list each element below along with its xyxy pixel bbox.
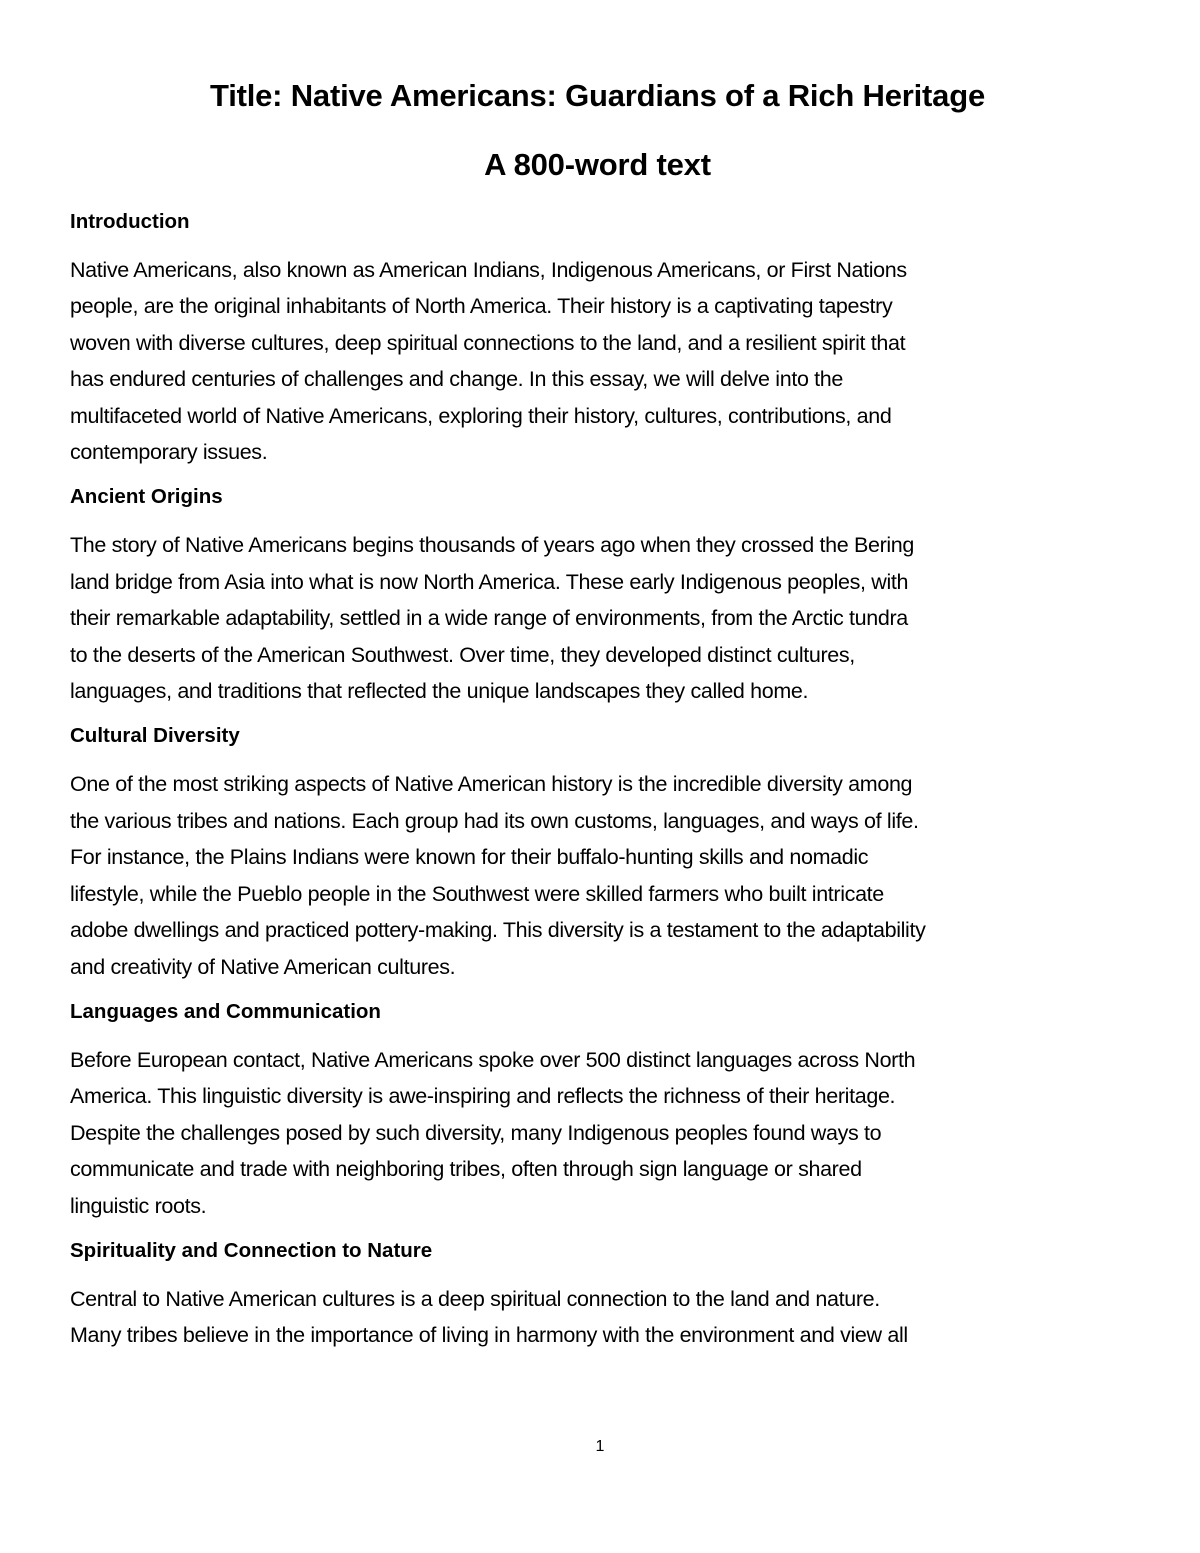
paragraph-line: Many tribes believe in the importance of living in harmony with the environment and view all: [70, 1323, 908, 1348]
section-heading-spirituality-and-connection-to-nature: Spirituality and Connection to Nature: [70, 1238, 433, 1262]
paragraph-line: has endured centuries of challenges and change. In this essay, we will delve into the: [70, 367, 844, 392]
paragraph-line: land bridge from Asia into what is now North America. These early Indigenous peoples, with: [70, 569, 909, 594]
paragraph-line: Before European contact, Native Americans spoke over 500 distinct languages across North: [70, 1047, 916, 1072]
paragraph-line: contemporary issues.: [70, 440, 268, 465]
paragraph-line: linguistic roots.: [70, 1193, 207, 1218]
section-paragraph-cultural-diversity: [70, 766, 1125, 984]
section-heading-introduction: Introduction: [70, 210, 190, 233]
paragraph-line: to the deserts of the American Southwest. Over time, they developed distinct cultures,: [70, 642, 855, 667]
section-paragraph-introduction: [70, 252, 1125, 470]
paragraph-line: languages, and traditions that reflected the unique landscapes they called home.: [70, 679, 809, 704]
document-title: Title: Native Americans: Guardians of a Rich Heritage: [210, 78, 985, 113]
paragraph-line: their remarkable adaptability, settled in a wide range of environments, from the Arctic tundra: [70, 606, 908, 631]
paragraph-line: Native Americans, also known as American Indians, Indigenous Americans, or First Nations: [70, 258, 907, 282]
section-heading-ancient-origins: Ancient Origins: [70, 485, 223, 509]
section-paragraph-spirituality-and-connection-to-nature: [70, 1281, 1125, 1354]
paragraph-line: and creativity of Native American cultures.: [70, 954, 456, 979]
paragraph-line: lifestyle, while the Pueblo people in the Southwest were skilled farmers who built intricate: [70, 881, 884, 906]
section-paragraph-ancient-origins: [70, 527, 1125, 709]
document-subtitle: A 800-word text: [484, 147, 711, 182]
paragraph-line: multifaceted world of Native Americans, exploring their history, cultures, contributions, and: [70, 403, 892, 428]
section-paragraph-languages-and-communication: [70, 1042, 1125, 1224]
paragraph-line: communicate and trade with neighboring tribes, often through sign language or shared: [70, 1157, 862, 1182]
document-body: [70, 74, 1125, 1354]
paragraph-line: adobe dwellings and practiced pottery-making. This diversity is a testament to the adaptability: [70, 918, 926, 943]
paragraph-line: the various tribes and nations. Each group had its own customs, languages, and ways of life.: [70, 808, 919, 833]
paragraph-line: One of the most striking aspects of Native American history is the incredible diversity among: [70, 772, 913, 797]
paragraph-line: For instance, the Plains Indians were known for their buffalo-hunting skills and nomadic: [70, 845, 869, 870]
page-number: 1: [595, 1438, 605, 1455]
section-heading-languages-and-communication: Languages and Communication: [70, 999, 381, 1023]
paragraph-line: America. This linguistic diversity is awe-inspiring and reflects the richness of their heritage.: [70, 1084, 896, 1109]
paragraph-line: Despite the challenges posed by such diversity, many Indigenous peoples found ways to: [70, 1120, 882, 1145]
paragraph-line: woven with diverse cultures, deep spiritual connections to the land, and a resilient spirit that: [70, 330, 906, 355]
paragraph-line: people, are the original inhabitants of North America. Their history is a captivating tapestry: [70, 294, 893, 319]
section-heading-cultural-diversity: Cultural Diversity: [70, 724, 240, 748]
paragraph-line: The story of Native Americans begins thousands of years ago when they crossed the Bering: [70, 533, 915, 558]
paragraph-line: Central to Native American cultures is a deep spiritual connection to the land and nature.: [70, 1286, 880, 1311]
